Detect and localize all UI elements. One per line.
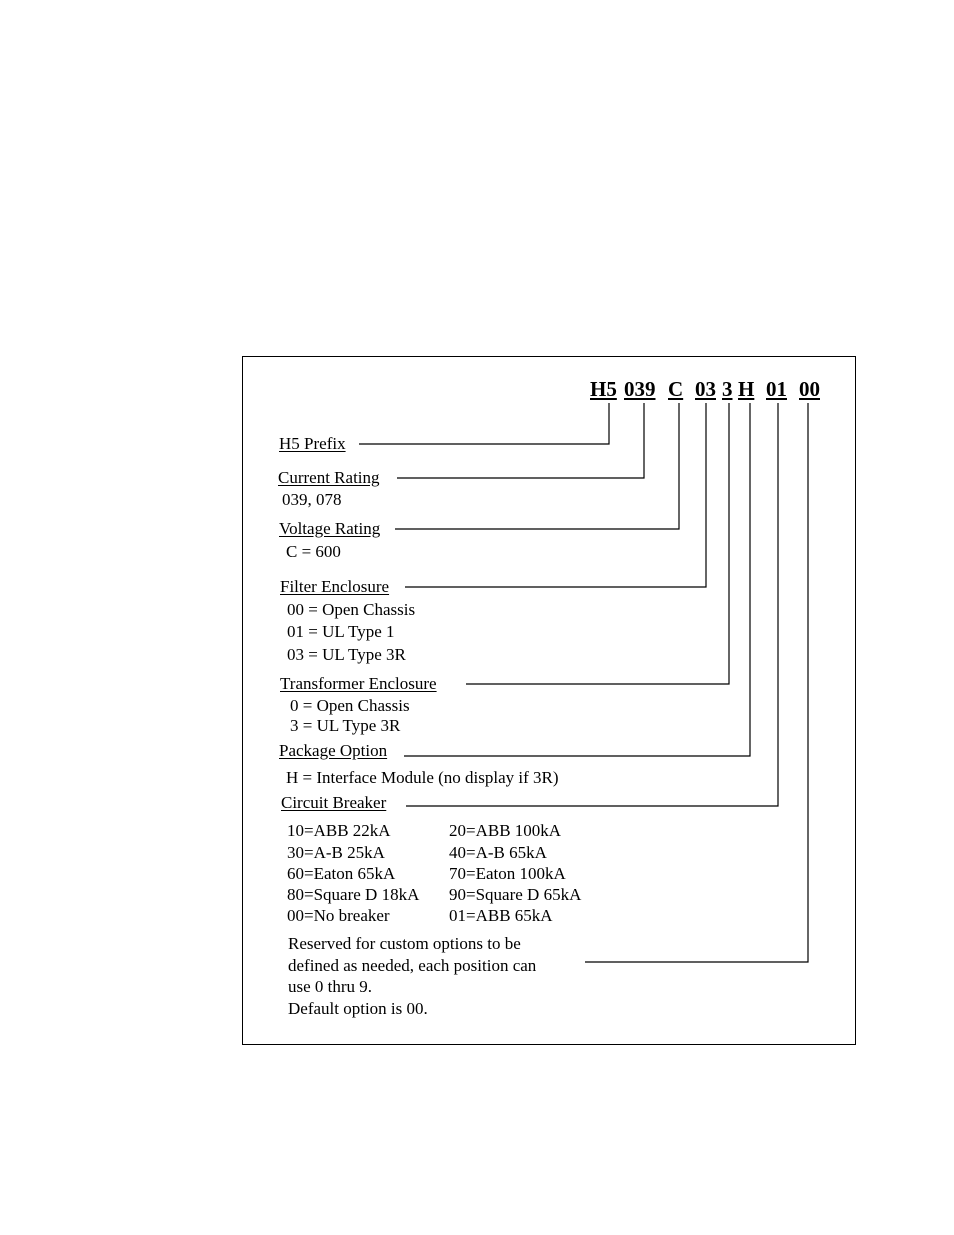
voltage-rating-label: Voltage Rating [279,519,381,538]
code-transformer: 3 [722,377,733,401]
breaker-option: 60=Eaton 65kA [287,864,396,883]
breaker-option: 90=Square D 65kA [449,885,582,904]
transformer-option: 3 = UL Type 3R [290,716,401,735]
filter-enclosure-label: Filter Enclosure [280,577,390,596]
code-voltage: C [668,377,684,401]
breaker-option: 40=A-B 65kA [449,843,547,862]
breaker-option: 30=A-B 25kA [287,843,385,862]
filter-option: 03 = UL Type 3R [287,645,406,664]
voltage-rating-values: C = 600 [286,542,341,561]
filter-option: 01 = UL Type 1 [287,622,395,641]
breaker-option: 01=ABB 65kA [449,906,553,925]
transformer-option: 0 = Open Chassis [290,696,410,715]
package-option-label: Package Option [279,741,388,760]
breaker-option: 10=ABB 22kA [287,821,391,840]
prefix-label: H5 Prefix [279,434,346,453]
code-prefix: H5 [590,377,617,401]
reserved-text: defined as needed, each position can [288,956,537,975]
breaker-option: 80=Square D 18kA [287,885,420,904]
code-reserved: 00 [799,377,820,401]
breaker-option: 70=Eaton 100kA [449,864,566,883]
current-rating-values: 039, 078 [282,490,342,509]
reserved-text: Reserved for custom options to be [288,934,521,953]
package-option-item: H = Interface Module (no display if 3R) [286,768,559,787]
transformer-enclosure-label: Transformer Enclosure [280,674,437,693]
code-current: 039 [624,377,656,401]
reserved-text: use 0 thru 9. [288,977,373,996]
filter-option: 00 = Open Chassis [287,600,416,619]
code-filter: 03 [695,377,716,401]
breaker-option: 00=No breaker [287,906,390,925]
circuit-breaker-label: Circuit Breaker [281,793,387,812]
reserved-text: Default option is 00. [288,999,428,1018]
code-breaker: 01 [766,377,787,401]
current-rating-label: Current Rating [278,468,380,487]
breaker-option: 20=ABB 100kA [449,821,562,840]
code-package: H [738,377,755,401]
